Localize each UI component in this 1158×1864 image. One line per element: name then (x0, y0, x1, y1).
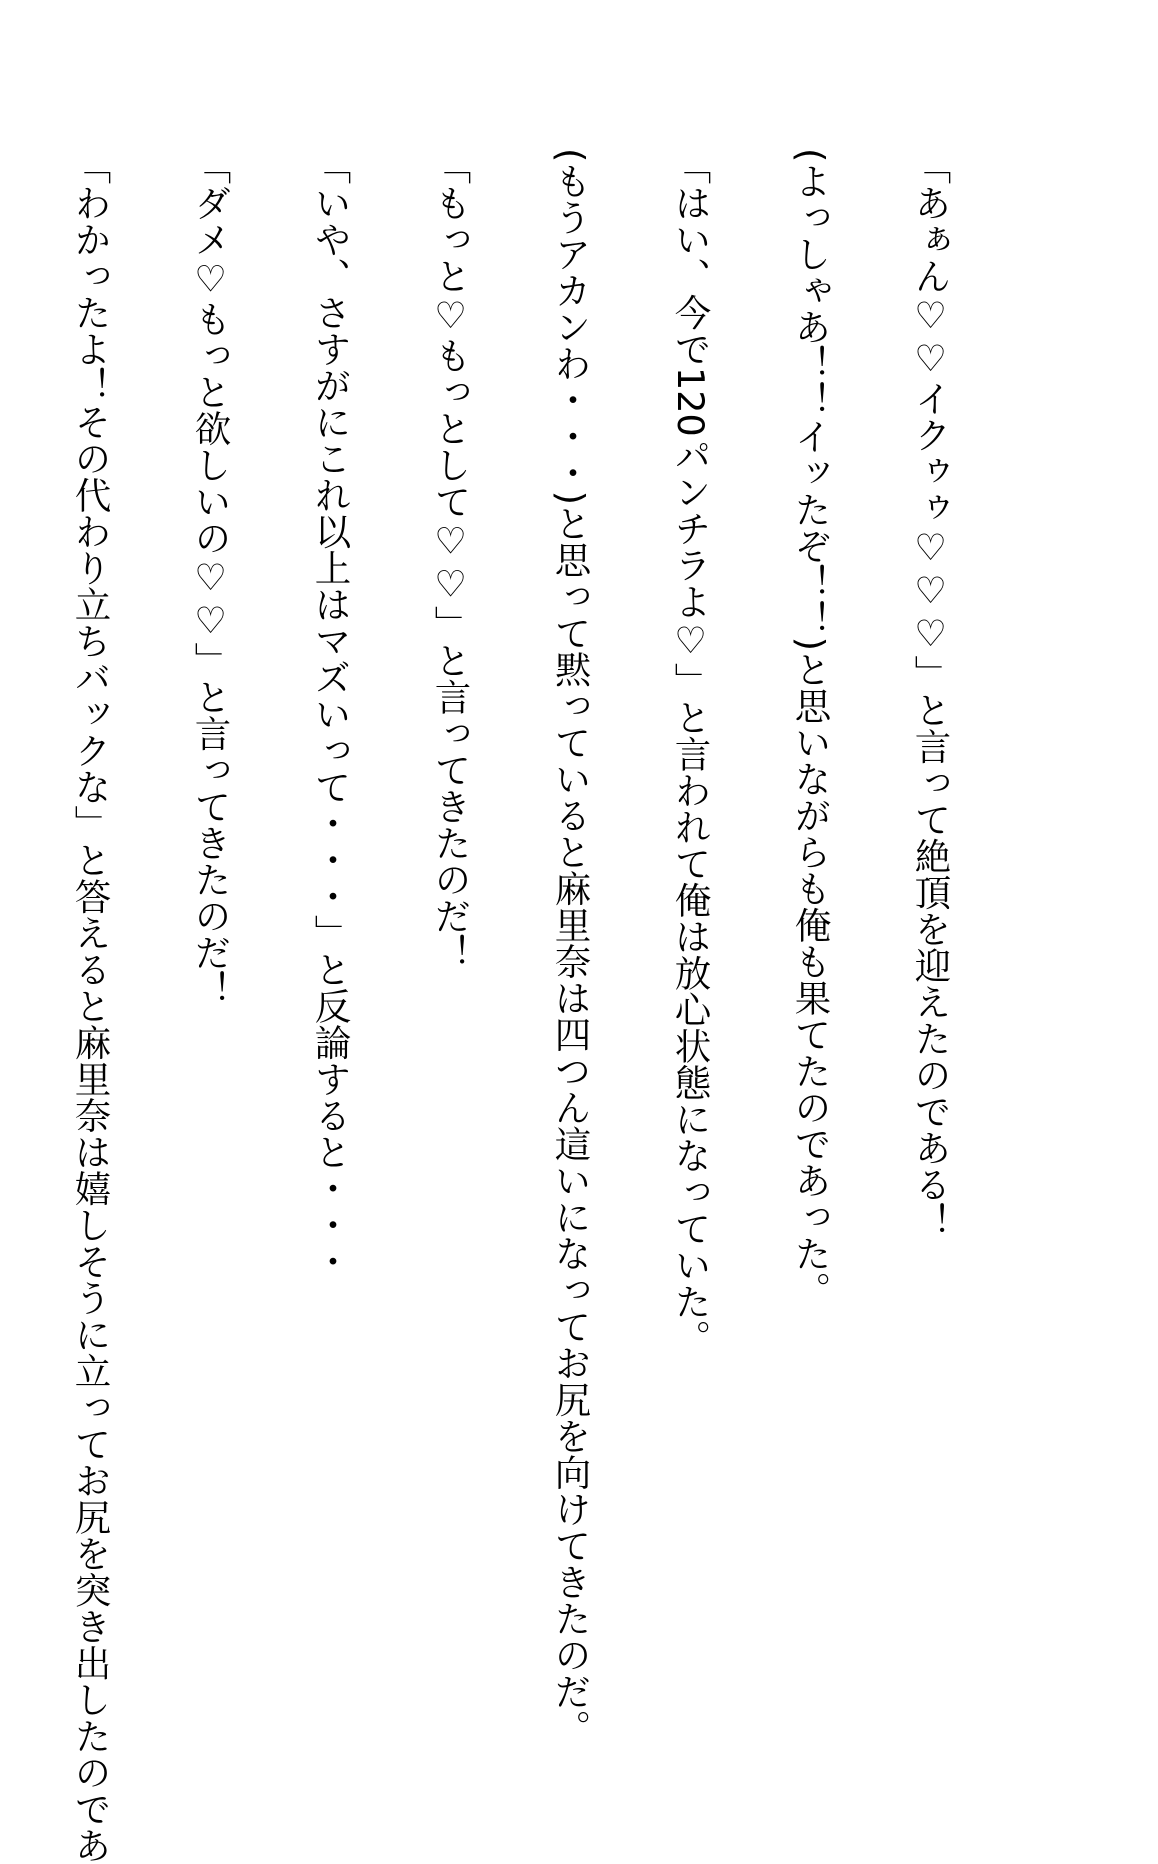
text-column: 「いや、さすがにこれ以上はマズいって・・・」と反論すると・・・ (309, 148, 352, 1280)
text-column: 「もっと♡もっとして♡♡」と言ってきたのだ！ (429, 148, 472, 971)
text-column: 「あぁん♡♡イクゥゥ♡♡♡」と言って絶頂を迎えたのである！ (909, 148, 952, 1239)
vertical-text-body (0, 148, 1030, 1864)
text-column: 「ダメ♡もっと欲しいの♡♡」と言ってきたのだ！ (189, 148, 232, 1007)
text-column: (よっしゃあ！！イッたぞ！！)と思いながらも俺も果てたのであった。 (789, 148, 832, 1308)
text-column: 「はい、今で120パンチラよ♡」と言われて俺は放心状態になっていた。 (669, 148, 712, 1356)
text-column: 「わかったよ！その代わり立ちバックな」と答えると麻里奈は嬉しそうに立ってお尻を突き出したのであ (69, 148, 112, 1864)
text-column: (もうアカンわ・・・)と思って黙っていると麻里奈は四つん這いになってお尻を向けてきたのだ。 (549, 148, 592, 1746)
